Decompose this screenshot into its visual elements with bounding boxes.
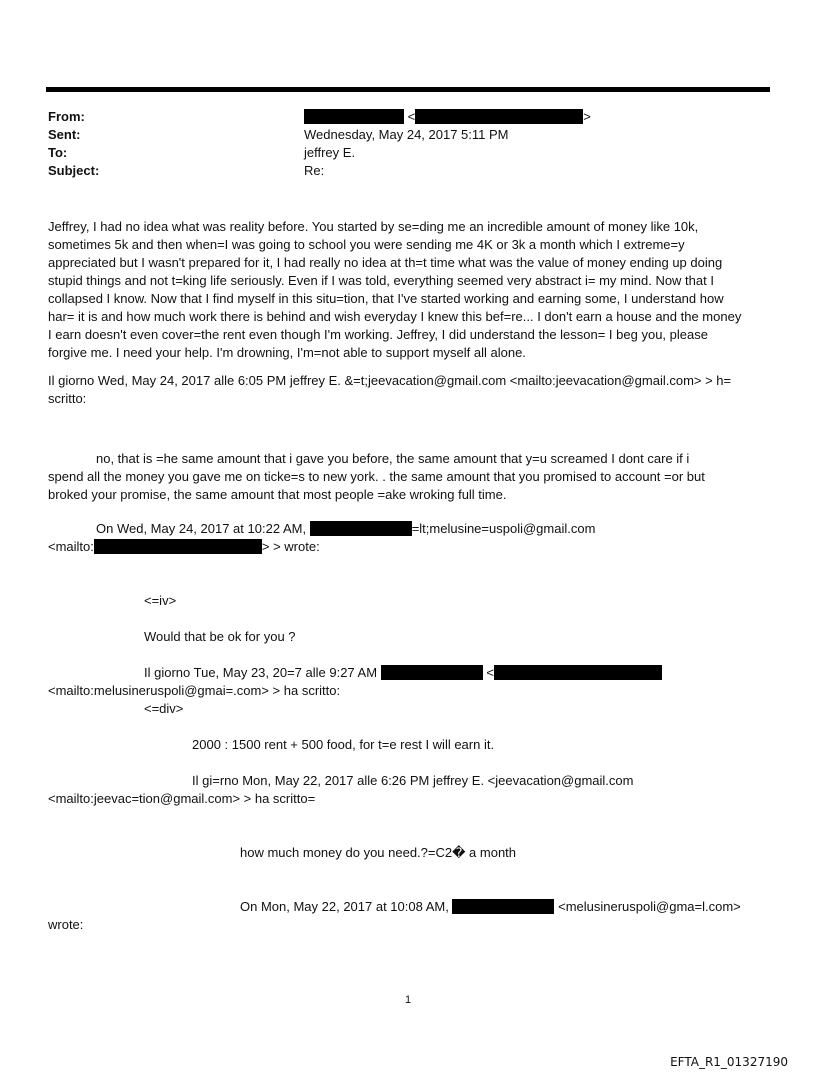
- subject-row: [48, 162, 325, 180]
- from-value: [304, 108, 591, 126]
- text-line: stupid things and not t=king life seriously. Even if I was told, everything seemed very abstract i= my mind. Now that I: [48, 273, 714, 288]
- text-line: forgive me. I need your help. I'm drowning, I'm=not able to support myself all alone.: [48, 345, 526, 360]
- redaction-box: [304, 109, 404, 124]
- subject-label: Subject:: [48, 163, 100, 178]
- quote-header-2: [96, 520, 595, 538]
- text-line: spend all the money you gave me on ticke=s to new york. . the same amount that you promised to account =or but: [48, 469, 705, 484]
- quote-header-3-line2: <mailto:melusineruspoli@gmai=.com> > ha scritto:: [48, 683, 341, 698]
- div-tag-text: <=iv>: [144, 593, 177, 608]
- quote-header-5-line2: wrote:: [48, 917, 84, 932]
- text-segment: =lt;melusine=uspoli@gmail.com: [411, 521, 596, 536]
- from-label: From:: [48, 109, 85, 124]
- text-line: Il giorno Wed, May 24, 2017 alle 6:05 PM jeffrey E. &=t;jeevacation@gmail.com <mailto:jeevacation@gmail.com> > h=: [48, 373, 732, 388]
- text-line: no, that is =he same amount that i gave you before, the same amount that y=u screamed I dont care if i: [96, 451, 690, 466]
- text-line: appreciated but I wasn't prepared for it, I had really no idea at th=t time what was the value of money ending up doing: [48, 255, 723, 270]
- text-line: I earn doesn't even cover=the rent even though I'm working. Jeffrey, I did understand the lesson= I beg you, please: [48, 327, 708, 342]
- redaction-box: [381, 665, 483, 680]
- quote-header-4-line2: <mailto:jeevac=tion@gmail.com> > ha scritto=: [48, 791, 316, 806]
- top-rule: [46, 87, 770, 92]
- how-much-question: how much money do you need.?=C2� a month: [240, 845, 517, 860]
- text-line: sometimes 5k and then when=I was going to school you were sending me 4K or 3k a month which I extreme=y: [48, 237, 685, 252]
- text-segment: <: [486, 665, 494, 680]
- bates-number: EFTA_R1_01327190: [670, 1055, 788, 1069]
- from-row: [48, 108, 591, 126]
- text-segment: <mailto:: [48, 539, 94, 554]
- text-segment: On Mon, May 22, 2017 at 10:08 AM,: [240, 899, 449, 914]
- quote-header-1: [48, 372, 770, 408]
- quote-header-4: Il gi=rno Mon, May 22, 2017 alle 6:26 PM jeffrey E. <jeevacation@gmail.com: [192, 773, 634, 788]
- message-paragraph-2: [48, 450, 770, 504]
- message-paragraph-1: [48, 218, 770, 362]
- redaction-box: [452, 899, 554, 914]
- quote-header-2-line2: [48, 538, 320, 556]
- text-line: broked your promise, the same amount that most people =ake wroking full time.: [48, 487, 507, 502]
- text-line: har= it is and how much work there is behind and wish everyday I knew this bef=re... I don't earn a house and the money: [48, 309, 742, 324]
- text-segment: Il giorno Tue, May 23, 20=7 alle 9:27 AM: [144, 665, 378, 680]
- text-segment: On Wed, May 24, 2017 at 10:22 AM,: [96, 521, 307, 536]
- to-value: jeffrey E.: [304, 145, 356, 160]
- div-tag-text-2: <=div>: [144, 701, 184, 716]
- to-label: To:: [48, 145, 68, 160]
- ok-question: Would that be ok for you ?: [144, 629, 296, 644]
- text-segment: > > wrote:: [261, 539, 320, 554]
- redaction-box: [310, 521, 412, 536]
- redaction-box: [415, 109, 583, 124]
- quote-header-5: [240, 898, 741, 916]
- text-line: scritto:: [48, 391, 87, 406]
- amount-line: 2000 : 1500 rent + 500 food, for t=e rest I will earn it.: [192, 737, 495, 752]
- text-line: Jeffrey, I had no idea what was reality before. You started by se=ding me an incredible amount of money like 10k,: [48, 219, 699, 234]
- from-open-bracket: <: [407, 109, 416, 124]
- sent-value: Wednesday, May 24, 2017 5:11 PM: [304, 127, 509, 142]
- from-close-bracket: >: [583, 109, 591, 124]
- text-line: collapsed I know. Now that I find myself in this situ=tion, that I've started working and earning some, I understand how: [48, 291, 724, 306]
- text-segment: <melusineruspoli@gma=l.com>: [558, 899, 741, 914]
- page-number: 1: [404, 994, 412, 1006]
- to-row: [48, 144, 356, 162]
- sent-row: [48, 126, 509, 144]
- subject-value: Re:: [304, 163, 325, 178]
- sent-label: Sent:: [48, 127, 81, 142]
- quote-header-3: [144, 664, 662, 682]
- redaction-box: [94, 539, 262, 554]
- redaction-box: [494, 665, 662, 680]
